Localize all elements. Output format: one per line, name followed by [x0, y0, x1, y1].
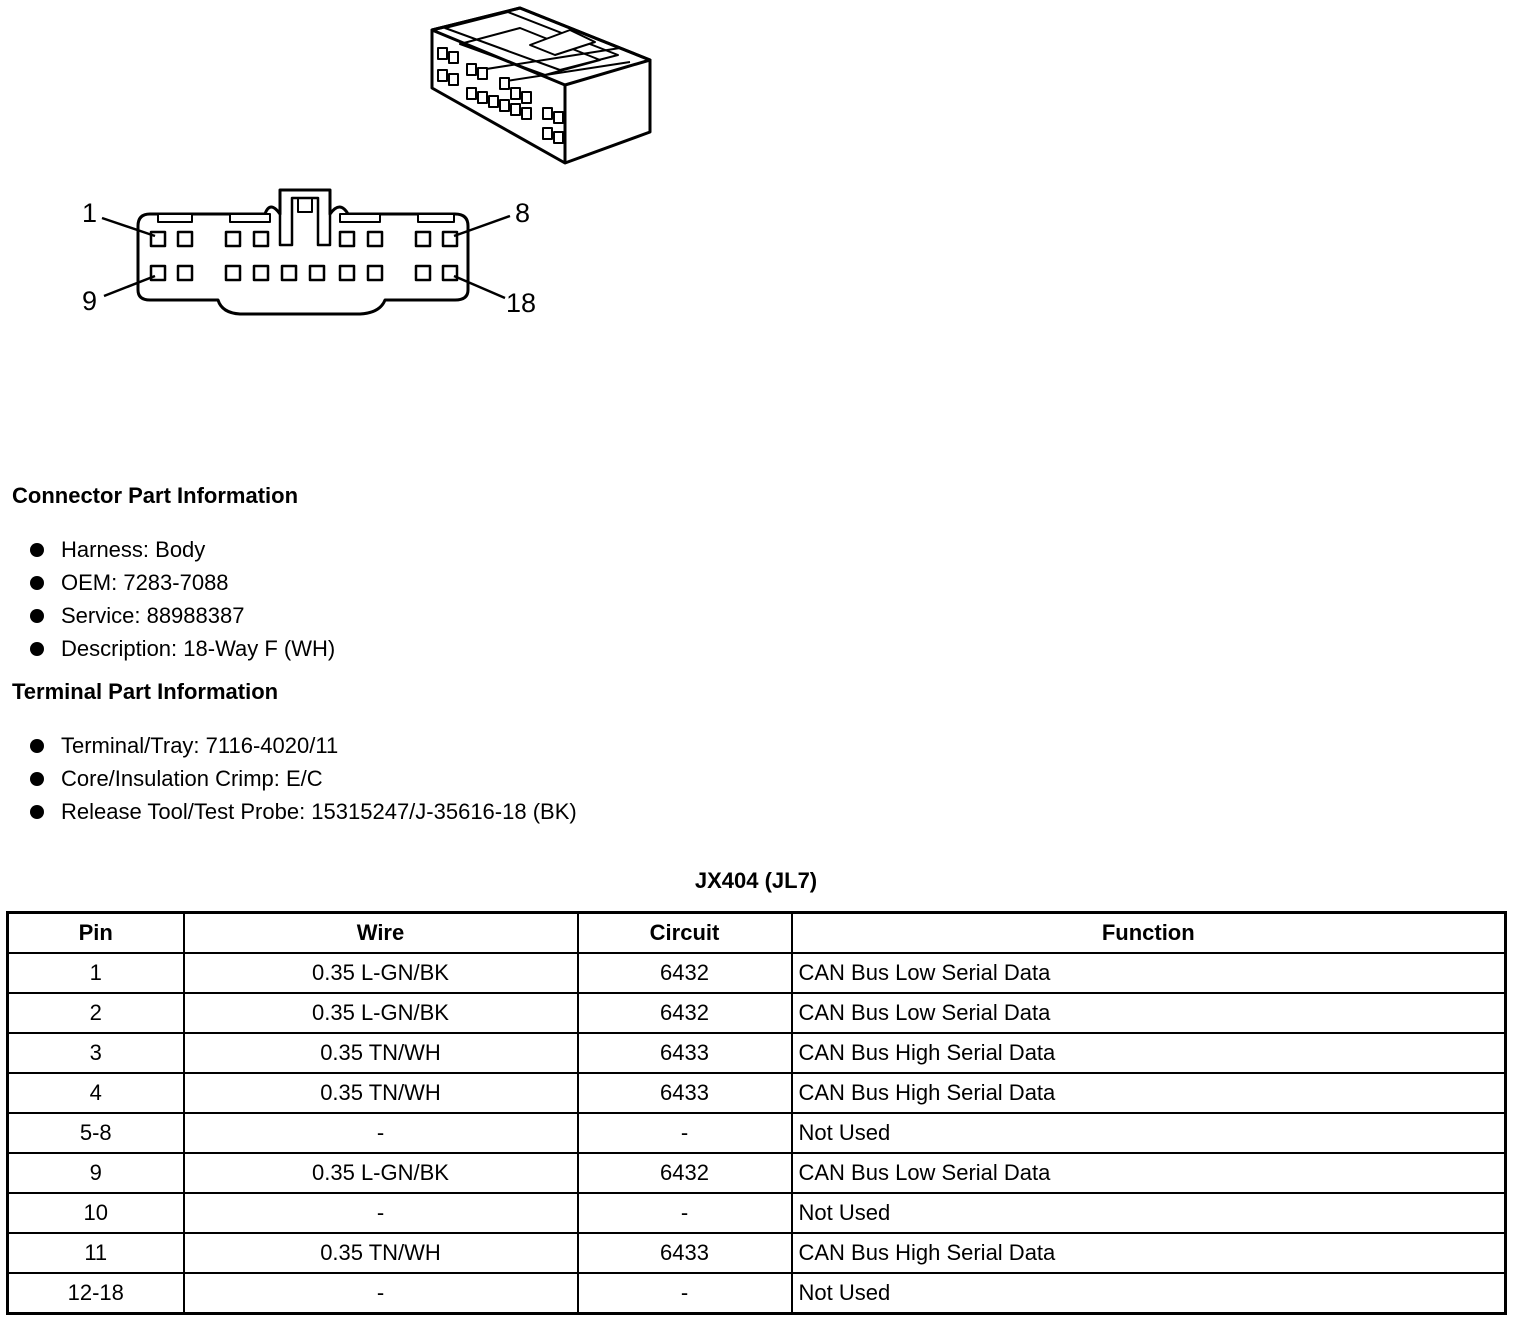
function-cell: Not Used [792, 1193, 1506, 1233]
wire-cell: - [184, 1113, 578, 1153]
circuit-cell: 6433 [578, 1233, 792, 1273]
table-row [8, 1073, 1506, 1113]
pin-cell: 4 [8, 1073, 184, 1113]
pin-cell: 10 [8, 1193, 184, 1233]
pin-cell: 11 [8, 1233, 184, 1273]
pin-cell: 9 [8, 1153, 184, 1193]
function-cell: CAN Bus Low Serial Data [792, 993, 1506, 1033]
pin-label-18: 18 [506, 288, 537, 318]
table-row [8, 1273, 1506, 1314]
circuit-cell: 6432 [578, 1153, 792, 1193]
terminal-info-heading: Terminal Part Information [12, 679, 279, 704]
wire-cell: - [184, 1273, 578, 1314]
pin-cell: 2 [8, 993, 184, 1033]
table-title: JX404 (JL7) [694, 868, 818, 893]
column-header-function: Function [792, 913, 1506, 954]
wire-cell: 0.35 TN/WH [184, 1033, 578, 1073]
column-header-pin: Pin [8, 913, 184, 954]
wire-cell: 0.35 L-GN/BK [184, 993, 578, 1033]
table-row [8, 1113, 1506, 1153]
table-row [8, 993, 1506, 1033]
circuit-cell: 6432 [578, 993, 792, 1033]
circuit-cell: 6433 [578, 1073, 792, 1113]
function-cell: CAN Bus High Serial Data [792, 1033, 1506, 1073]
circuit-cell: - [578, 1113, 792, 1153]
list-item: Harness: Body [30, 533, 335, 566]
pin-cell: 1 [8, 953, 184, 993]
circuit-cell: 6433 [578, 1033, 792, 1073]
function-cell: CAN Bus High Serial Data [792, 1233, 1506, 1273]
wire-cell: 0.35 L-GN/BK [184, 1153, 578, 1193]
table-row [8, 1153, 1506, 1193]
column-header-circuit: Circuit [578, 913, 792, 954]
wire-cell: 0.35 L-GN/BK [184, 953, 578, 993]
pin-table [6, 911, 1507, 1315]
pin-label-1: 1 [82, 198, 98, 228]
pin-label-9: 9 [82, 286, 98, 316]
list-item: Description: 18-Way F (WH) [30, 632, 335, 665]
list-item: Core/Insulation Crimp: E/C [30, 762, 577, 795]
wire-cell: - [184, 1193, 578, 1233]
column-header-wire: Wire [184, 913, 578, 954]
function-cell: CAN Bus High Serial Data [792, 1073, 1506, 1113]
connector-3d-illustration [432, 8, 650, 163]
table-row [8, 1033, 1506, 1073]
connector-drawing [0, 0, 1520, 330]
connector-info-list [30, 533, 335, 665]
circuit-cell: - [578, 1193, 792, 1233]
table-row [8, 1193, 1506, 1233]
pin-cell: 3 [8, 1033, 184, 1073]
wire-cell: 0.35 TN/WH [184, 1233, 578, 1273]
wire-cell: 0.35 TN/WH [184, 1073, 578, 1113]
table-row [8, 1233, 1506, 1273]
connector-face-view [102, 190, 510, 314]
circuit-cell: - [578, 1273, 792, 1314]
connector-info-heading: Connector Part Information [12, 483, 299, 508]
table-row [8, 953, 1506, 993]
circuit-cell: 6432 [578, 953, 792, 993]
list-item: Release Tool/Test Probe: 15315247/J-35616-18 (BK) [30, 795, 577, 828]
function-cell: CAN Bus Low Serial Data [792, 953, 1506, 993]
terminal-info-list [30, 729, 577, 828]
list-item: Terminal/Tray: 7116-4020/11 [30, 729, 577, 762]
list-item: Service: 88988387 [30, 599, 335, 632]
table-header-row [8, 913, 1506, 954]
pin-label-8: 8 [515, 198, 531, 228]
pin-cell: 12-18 [8, 1273, 184, 1314]
list-item: OEM: 7283-7088 [30, 566, 335, 599]
function-cell: CAN Bus Low Serial Data [792, 1153, 1506, 1193]
function-cell: Not Used [792, 1113, 1506, 1153]
function-cell: Not Used [792, 1273, 1506, 1314]
pin-cell: 5-8 [8, 1113, 184, 1153]
